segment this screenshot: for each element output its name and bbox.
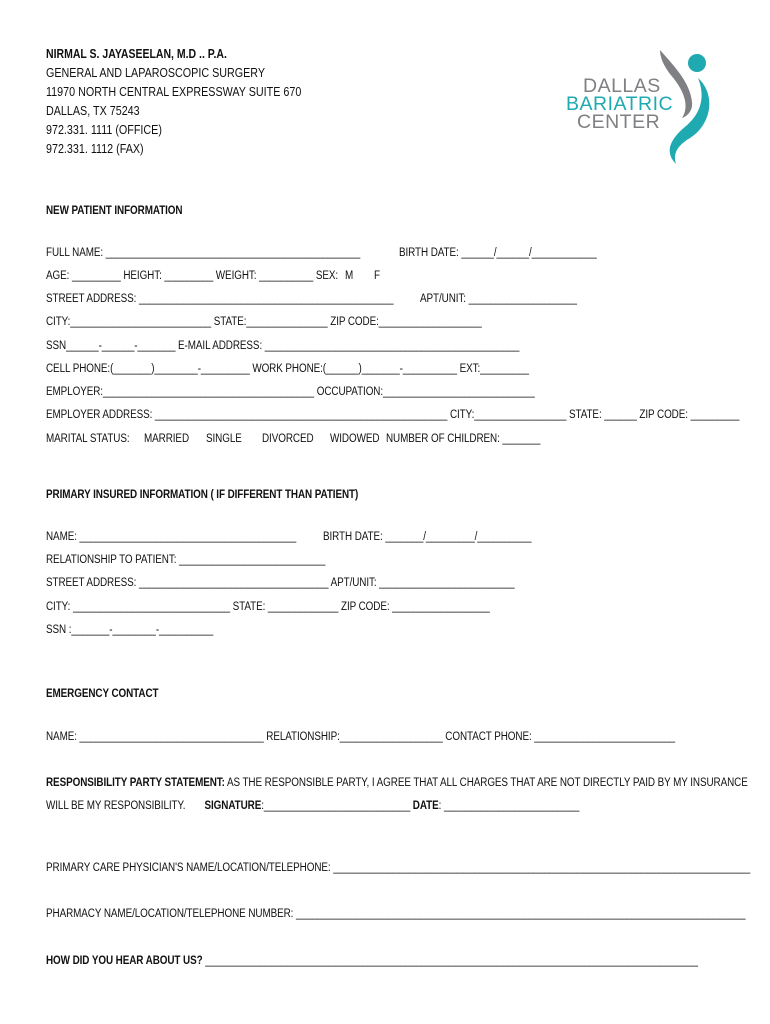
primary-insured-heading: PRIMARY INSURED INFORMATION ( IF DIFFERENT THAN PATIENT) — [46, 489, 359, 501]
date-label: DATE — [412, 800, 439, 812]
responsibility-heading: RESPONSIBILITY PARTY STATEMENT: — [46, 777, 225, 789]
primary-care-physician-field[interactable]: PRIMARY CARE PHYSICIAN'S NAME/LOCATION/TELEPHONE: _____________________________________________________________________________ — [46, 862, 751, 874]
employer-address-row[interactable]: EMPLOYER ADDRESS: ______________________________________________________ CITY:_________________ STATE: ______ ZIP CODE: _________ — [46, 409, 740, 421]
marital-option-single[interactable]: SINGLE — [206, 433, 242, 445]
phone-row[interactable]: CELL PHONE:(_______)________-_________ WORK PHONE:(______)_______-__________ EXT:_________ — [46, 363, 529, 375]
responsibility-statement — [46, 777, 748, 789]
logo-line-dallas: DALLAS — [583, 75, 661, 97]
insured-street-row[interactable]: STREET ADDRESS: ___________________________________ APT/UNIT: _________________________ — [46, 577, 515, 589]
date-field[interactable]: : _________________________ — [438, 800, 580, 812]
insured-ssn-field[interactable]: SSN :_______-________-__________ — [46, 624, 214, 636]
sex-option-m[interactable]: M — [345, 270, 354, 282]
insured-name-field[interactable]: NAME: ________________________________________ — [46, 531, 297, 543]
insured-birth-date-field[interactable]: BIRTH DATE: _______/_________/__________ — [323, 531, 532, 543]
logo-line-center: CENTER — [577, 111, 661, 133]
referral-source-label: HOW DID YOU HEAR ABOUT US? — [46, 955, 203, 967]
insured-city-row[interactable]: CITY: _____________________________ STATE: _____________ ZIP CODE: __________________ — [46, 601, 490, 613]
emergency-contact-row[interactable]: NAME: __________________________________ RELATIONSHIP:___________________ CONTACT PHONE: __________________________ — [46, 731, 676, 743]
address-city: DALLAS, TX 75243 — [46, 104, 140, 118]
ssn-email-row[interactable]: SSN______-______-_______ E-MAIL ADDRESS: _______________________________________________ — [46, 340, 520, 352]
pharmacy-field[interactable]: PHARMACY NAME/LOCATION/TELEPHONE NUMBER: ___________________________________________________________________________________ — [46, 908, 746, 920]
street-address-field[interactable]: STREET ADDRESS: _______________________________________________ — [46, 293, 394, 305]
fax-number: 972.331. 1112 (FAX) — [46, 142, 144, 156]
marital-option-divorced[interactable]: DIVORCED — [262, 433, 314, 445]
employer-row[interactable]: EMPLOYER:_______________________________________ OCCUPATION:____________________________ — [46, 386, 535, 398]
emergency-contact-heading: EMERGENCY CONTACT — [46, 688, 159, 700]
new-patient-heading: NEW PATIENT INFORMATION — [46, 205, 183, 217]
specialty: GENERAL AND LAPAROSCOPIC SURGERY — [46, 66, 266, 80]
logo-line-bariatric: BARIATRIC — [566, 93, 674, 115]
signature-field[interactable]: :___________________________ — [261, 800, 411, 812]
marital-option-widowed[interactable]: WIDOWED — [330, 433, 380, 445]
referral-source-field[interactable]: ___________________________________________________________________________________________ — [202, 955, 698, 967]
address-street: 11970 NORTH CENTRAL EXPRESSWAY SUITE 670 — [46, 85, 302, 99]
marital-option-married[interactable]: MARRIED — [144, 433, 190, 445]
full-name-field[interactable]: FULL NAME: _______________________________________________ — [46, 247, 361, 259]
sex-option-f[interactable]: F — [374, 270, 380, 282]
apt-unit-field[interactable]: APT/UNIT: ____________________ — [420, 293, 577, 305]
city-state-zip-row[interactable]: CITY:__________________________ STATE:_______________ ZIP CODE:___________________ — [46, 316, 482, 328]
referral-source-row — [46, 955, 698, 967]
office-phone: 972.331. 1111 (OFFICE) — [46, 123, 162, 137]
responsibility-text: AS THE RESPONSIBLE PARTY, I AGREE THAT ALL CHARGES THAT ARE NOT DIRECTLY PAID BY MY INSURANCE — [226, 777, 748, 789]
marital-status-label: MARITAL STATUS: — [46, 433, 130, 445]
signature-row — [46, 800, 579, 812]
responsibility-text-line2: WILL BE MY RESPONSIBILITY. — [46, 800, 186, 812]
birth-date-field[interactable]: BIRTH DATE: ______/______/____________ — [399, 247, 597, 259]
insured-relationship-field[interactable]: RELATIONSHIP TO PATIENT: ___________________________ — [46, 554, 326, 566]
practice-name: NIRMAL S. JAYASEELAN, M.D .. P.A. — [46, 47, 227, 61]
age-height-weight-row[interactable]: AGE: _________ HEIGHT: _________ WEIGHT: __________ SEX: — [46, 270, 339, 282]
signature-label: SIGNATURE — [204, 800, 262, 812]
number-of-children-field[interactable]: NUMBER OF CHILDREN: _______ — [386, 433, 541, 445]
